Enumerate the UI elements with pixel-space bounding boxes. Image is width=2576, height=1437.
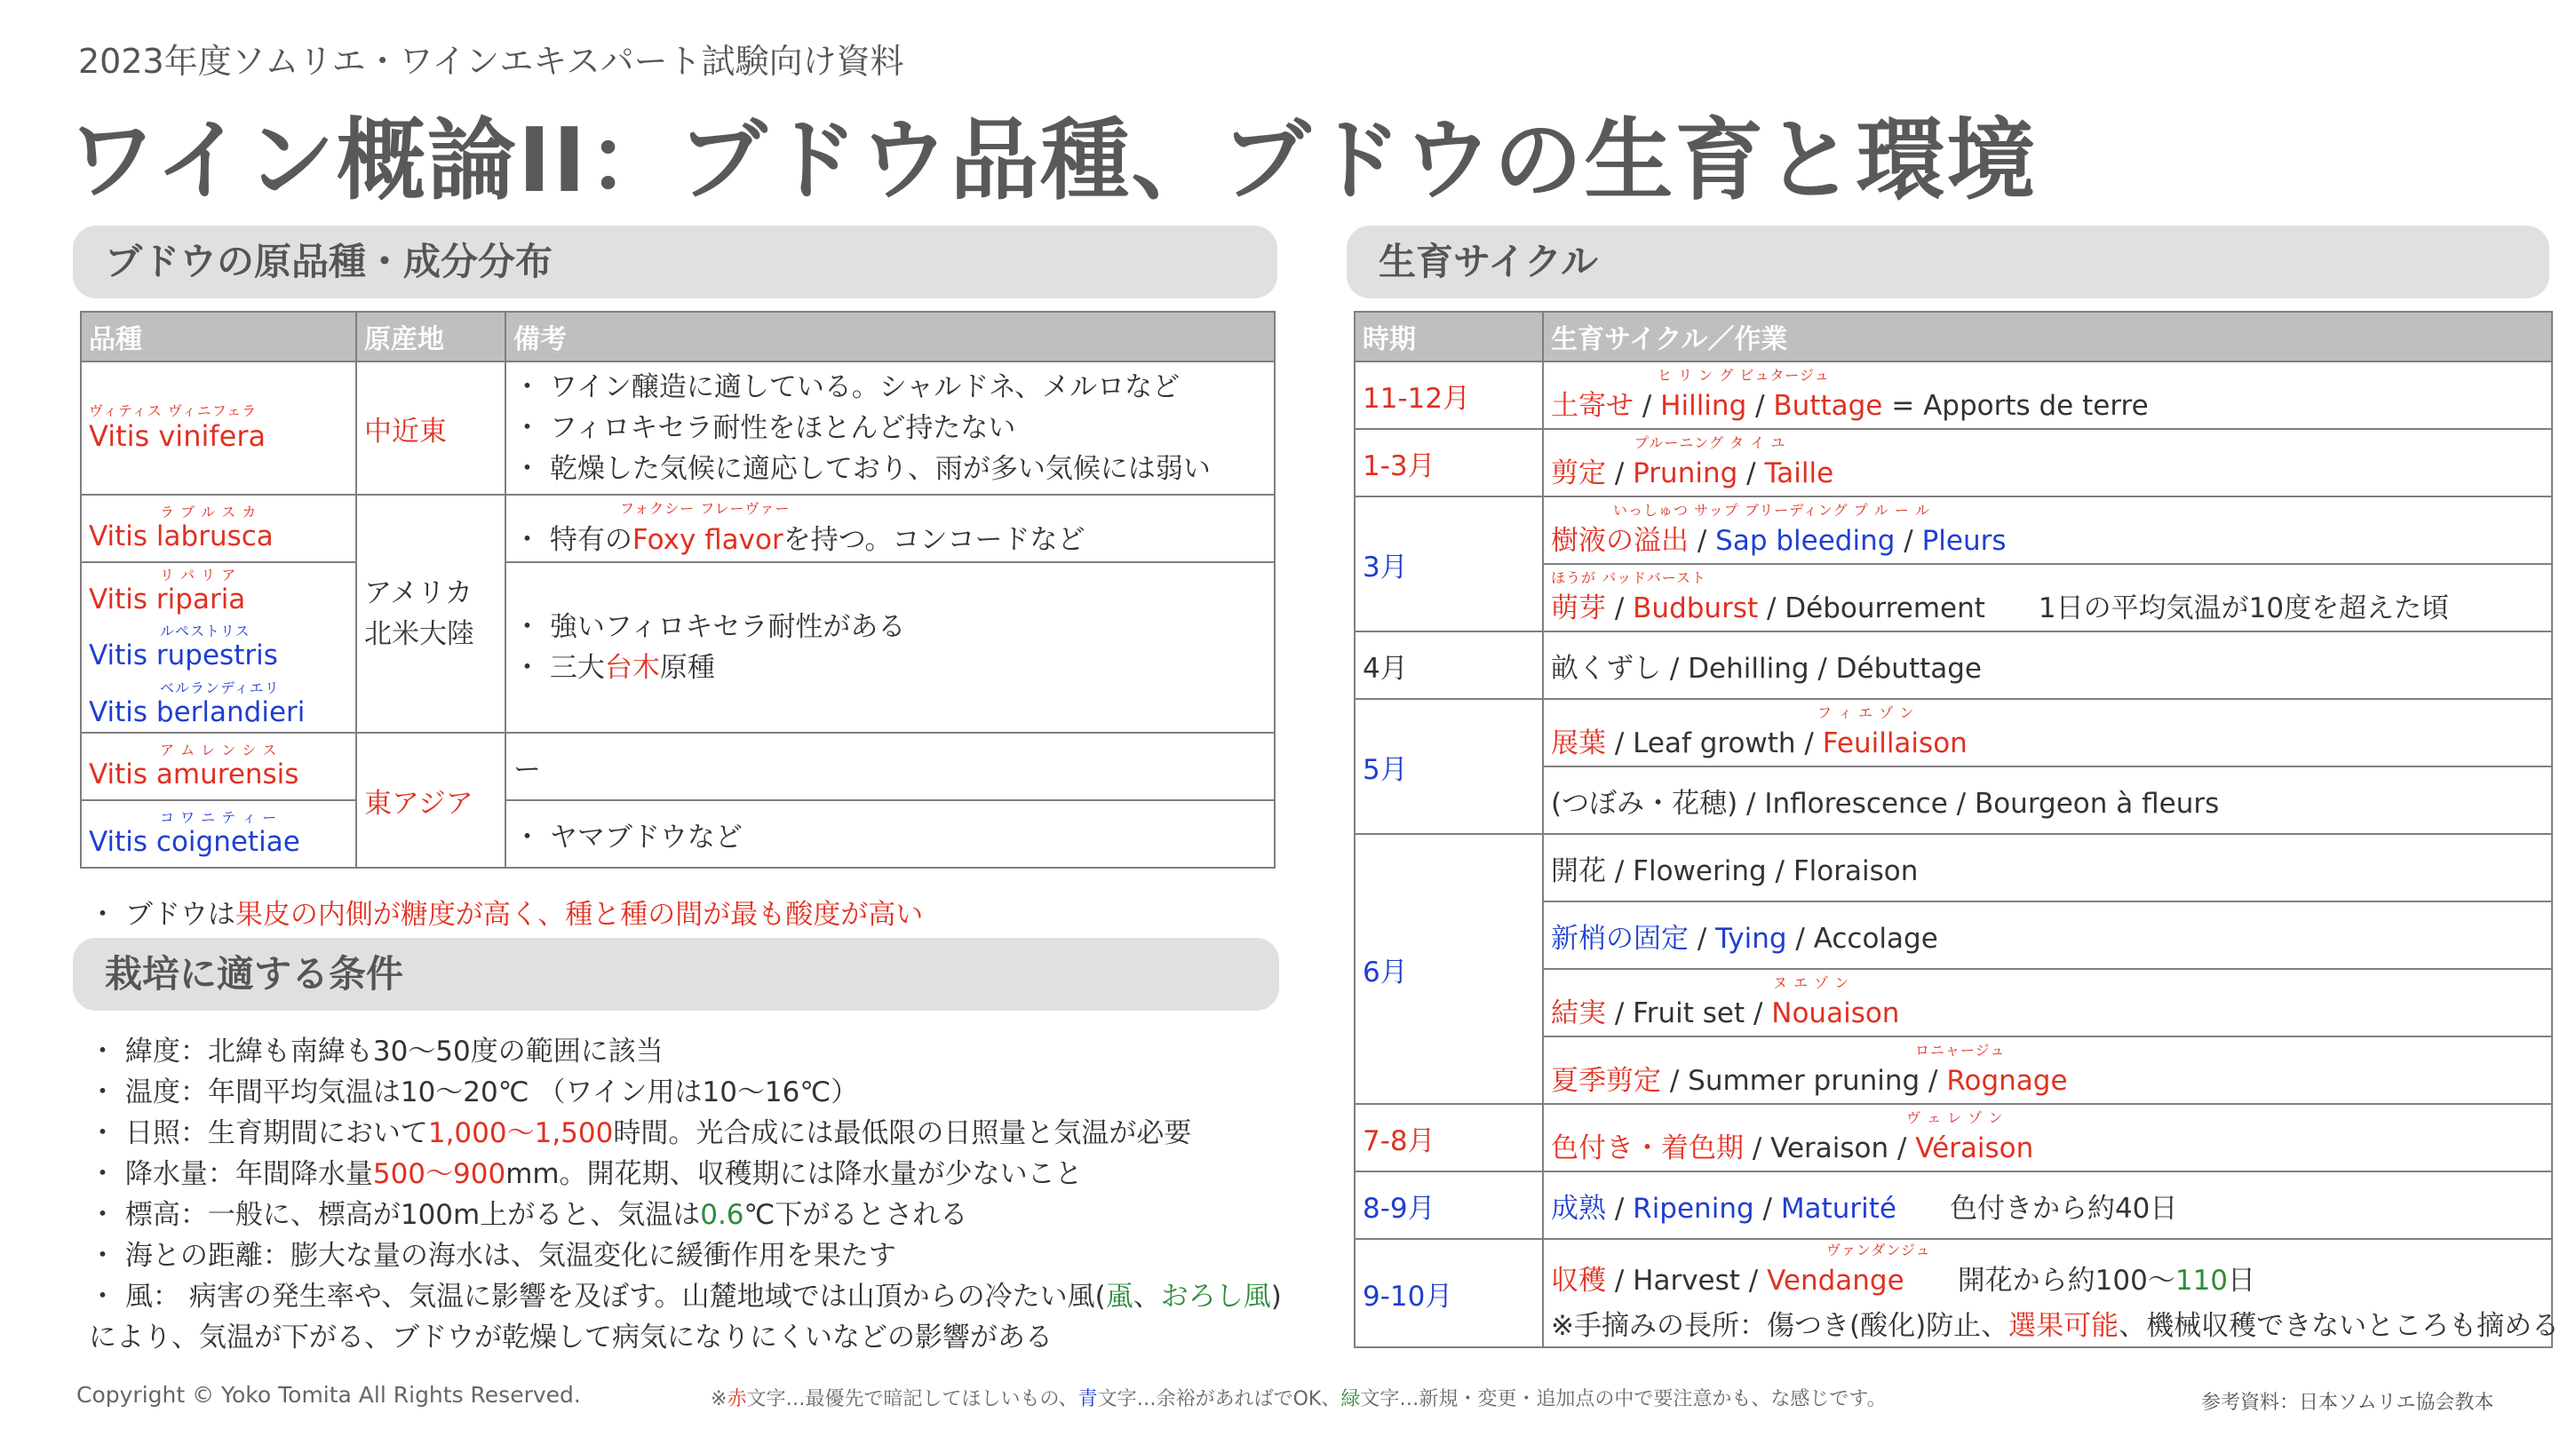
note-cell: ー [505,733,1275,800]
subtitle: 2023年度ソムリエ・ワインエキスパート試験向け資料 [78,42,904,81]
condition-sunlight: ・ 日照：生育期間において1,000～1,500時間。光合成には最低限の日照量と気温が必要 [89,1117,1192,1149]
period-cell: 7-8月 [1355,1104,1543,1171]
table-row: 7-8月 ヴ ェ レ ゾ ン 色付き・着色期 / Veraison / Véraison [1355,1104,2552,1171]
color-legend: ※赤文字…最優先で暗記してほしいもの、青文字…余裕があればでOK、緑文字…新規・変更・追加点の中で要注意かも、な感じです。 [711,1388,1887,1410]
condition-altitude: ・ 標高：一般に、標高が100m上がると、気温は0.6℃下がるとされる [89,1199,968,1231]
species-name: Vitis labrusca [89,520,274,552]
cycle-header-row [1355,312,2552,361]
condition-wind-cont: により、気温が下がる、ブドウが乾燥して病気になりにくいなどの影響がある [89,1322,1053,1354]
note-line: ・ ワイン醸造に適している。シャルドネ、メルロなど [513,371,1181,403]
period-cell: 11-12月 [1355,361,1543,429]
period-cell: 8-9月 [1355,1171,1543,1239]
table-row [81,562,1275,619]
header-cycle: 生育サイクル／作業 [1543,312,2552,361]
period-cell: 6月 [1355,834,1543,1104]
section-cycle: 生育サイクル [1347,226,2549,298]
condition-rainfall: ・ 降水量：年間降水量500～900mm。開花期、収穫期には降水量が少ないこと [89,1158,1083,1190]
section-species: ブドウの原品種・成分分布 [73,226,1277,298]
note-line: ・ 強いフィロキセラ耐性がある [513,611,906,643]
table-row: 9-10月 ヴァンダンジュ 収穫 / Harvest / Vendange 開花から約100～110日 ※手摘みの長所：傷つき(酸化)防止、選果可能、機械収穫できないところも摘める [1355,1239,2552,1347]
period-cell: 1-3月 [1355,429,1543,496]
note-cell: ・ ヤマブドウなど [505,800,1275,868]
condition-wind: ・ 風： 病害の発生率や、気温に影響を及ぼす。山麓地域では山頂からの冷たい風(颪、おろし風) [89,1281,1282,1313]
period-cell: 5月 [1355,699,1543,834]
condition-latitude: ・ 緯度：北緯も南緯も30～50度の範囲に該当 [89,1036,664,1068]
note-line: ・ 乾燥した気候に適応しており、雨が多い気候には弱い [513,453,1211,485]
note-line: ・ 三大台木原種 [513,652,715,684]
condition-temperature: ・ 温度：年間平均気温は10～20℃ （ワイン用は10～16℃） [89,1076,859,1108]
ruby-text: ベルランディエリ [160,679,280,696]
species-header-row [81,312,1275,361]
page-title: ワイン概論II：ブドウ品種、ブドウの生育と環境 [68,108,2038,212]
ruby-text: リ パ リ ア [160,566,237,584]
species-name: Vitis coignetiae [89,826,300,858]
table-row: 1-3月 プルーニング タ イ ユ 剪定 / Pruning / Taille [1355,429,2552,496]
table-row [81,361,1275,495]
header-period: 時期 [1355,312,1543,361]
table-row: 8-9月 成熟 / Ripening / Maturité 色付きから約40日 [1355,1171,2552,1239]
table-row: ロニャージュ 夏季剪定 / Summer pruning / Rognage [1355,1036,2552,1104]
reference: 参考資料：日本ソムリエ協会教本 [2201,1392,2494,1414]
table-row: ほうが バッドバースト 萌芽 / Budburst / Débourrement 1日の平均気温が10度を超えた頃 [1355,564,2552,631]
table-row: 5月 フ ィ エ ゾ ン 展葉 / Leaf growth / Feuillaison [1355,699,2552,766]
species-name: Vitis amurensis [89,758,299,790]
table-row: (つぼみ・花穂) / Inflorescence / Bourgeon à fleurs [1355,766,2552,834]
origin-cell: 東アジア [356,733,505,868]
table-row: 3月 いっしゅつ サップ ブリーディング プ ル ー ル 樹液の溢出 / Sap bleeding / Pleurs [1355,496,2552,564]
period-cell: 9-10月 [1355,1239,1543,1347]
table-row: ラ ブ ル ス カ Vitis labrusca アメリカ 北米大陸 フォクシー フレーヴァー ・ 特有のFoxy flavorを持つ。コンコードなど [81,495,1275,562]
origin-cell: 中近東 [356,361,505,495]
table-row: ヌ エ ゾ ン 結実 / Fruit set / Nouaison [1355,969,2552,1036]
copyright: Copyright © Yoko Tomita All Rights Reserved. [76,1382,581,1408]
species-table [80,311,1276,869]
section-conditions: 栽培に適する条件 [73,938,1279,1011]
ruby-text: ラ ブ ル ス カ [160,504,258,520]
header-variety: 品種 [81,312,356,361]
table-row: 4月 畝くずし / Dehilling / Débuttage [1355,631,2552,699]
grape-note: ・ ブドウは果皮の内側が糖度が高く、種と種の間が最も酸度が高い [89,899,924,931]
table-row [81,733,1275,800]
table-row: 11-12月 ヒ リ ン グ ビュタージュ 土寄せ / Hilling / Buttage = Apports de terre [1355,361,2552,429]
species-name: Vitis vinifera [89,419,266,453]
cycle-table [1354,311,2560,1348]
table-row [81,800,1275,868]
period-cell: 3月 [1355,496,1543,631]
header-origin: 原産地 [356,312,505,361]
species-name: Vitis riparia [89,583,246,615]
ruby-text: ヴィティス ヴィニフェラ [89,402,258,419]
ruby-text: ルペストリス [160,623,250,639]
ruby-text: コ ワ ニ テ ィ ー [160,809,278,826]
ruby-text: ア ム レ ン シ ス [160,742,278,758]
origin-cell: アメリカ 北米大陸 [356,495,505,733]
table-row: 新梢の固定 / Tying / Accolage [1355,901,2552,969]
table-row: 6月 開花 / Flowering / Floraison [1355,834,2552,901]
species-name: Vitis berlandieri [89,695,306,728]
condition-sea: ・ 海との距離：膨大な量の海水は、気温変化に緩衝作用を果たす [89,1240,896,1272]
header-notes: 備考 [505,312,1275,361]
species-name: Vitis rupestris [89,639,278,671]
ruby-text: フォクシー フレーヴァー [620,499,791,517]
period-cell: 4月 [1355,631,1543,699]
note-line: ・ フィロキセラ耐性をほとんど持たない [513,412,1016,444]
